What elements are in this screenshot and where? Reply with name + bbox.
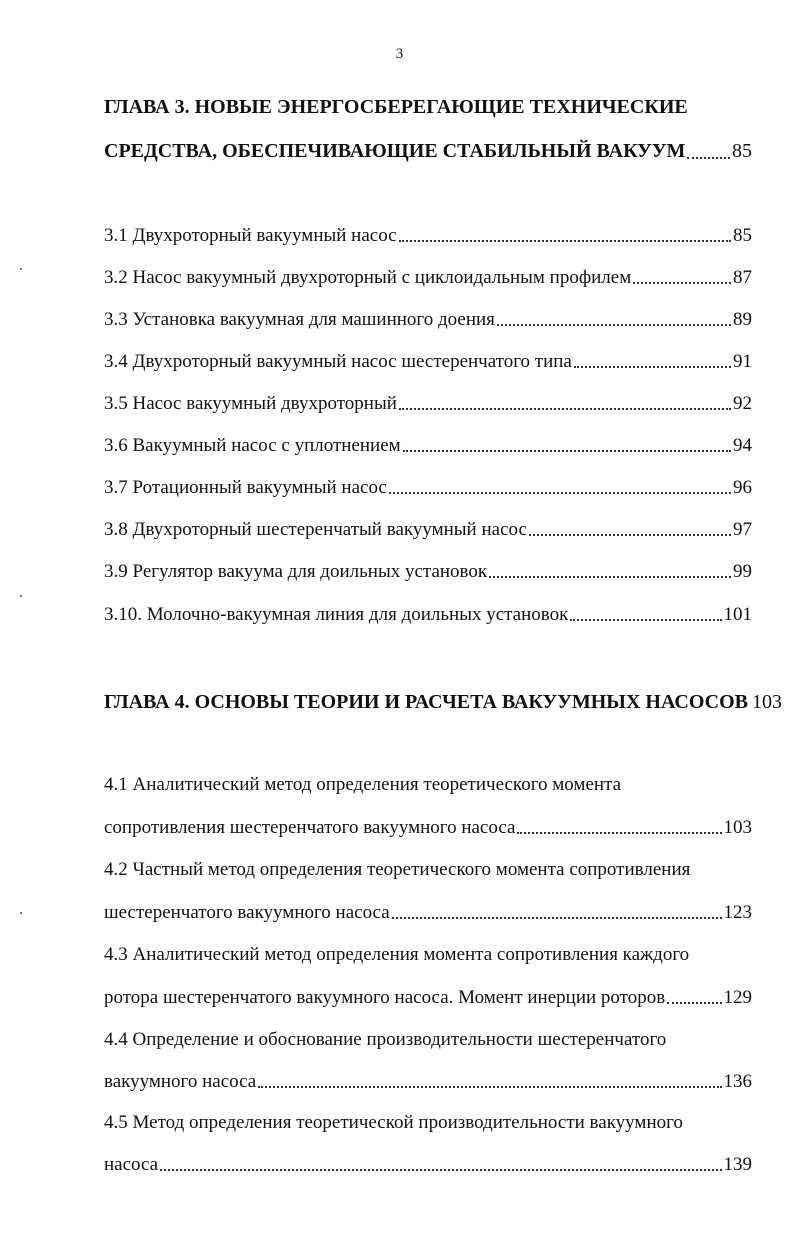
toc-entry-3-10 [104, 600, 752, 630]
leader-dots [389, 491, 731, 494]
toc-entry-3-8 [104, 515, 752, 545]
scan-speck [20, 912, 22, 914]
toc-entry-page: 129 [723, 987, 752, 1008]
leader-dots [160, 1168, 721, 1171]
toc-entry-4-2-line-1: 4.2 Частный метод определения теоретического момента сопротивления [104, 859, 691, 880]
toc-entry-4-3-line-1: 4.3 Аналитический метод определения момента сопротивления каждого [104, 944, 690, 965]
leader-dots [633, 281, 731, 284]
toc-entry-title: вакуумного насоса [104, 1071, 257, 1092]
toc-entry-title: насоса [104, 1154, 159, 1175]
toc-entry-title: шестеренчатого вакуумного насоса [104, 902, 390, 923]
toc-entry-page: 123 [723, 902, 752, 923]
toc-entry-title: 3.9 Регулятор вакуума для доильных установок [104, 561, 488, 582]
toc-entry-3-3 [104, 305, 752, 335]
toc-entry-page: 92 [733, 393, 752, 414]
toc-entry-page: 139 [723, 1154, 752, 1175]
scan-speck [20, 268, 22, 270]
chapter-3-title-line-2 [104, 134, 752, 168]
chapter-3-page: 85 [732, 140, 752, 162]
toc-entry-page: 103 [723, 817, 752, 838]
leader-dots [687, 156, 730, 159]
leader-dots [529, 533, 731, 536]
leader-dots [497, 323, 731, 326]
toc-entry-page: 97 [733, 519, 752, 540]
chapter-3-title-text: СРЕДСТВА, ОБЕСПЕЧИВАЮЩИЕ СТАБИЛЬНЫЙ ВАКУУМ [104, 140, 686, 162]
toc-entry-page: 91 [733, 351, 752, 372]
toc-entry-page: 87 [733, 267, 752, 288]
leader-dots [399, 407, 731, 410]
toc-entry-3-9 [104, 557, 752, 587]
page-number: 3 [395, 46, 404, 62]
toc-entry-title: 3.6 Вакуумный насос с уплотнением [104, 435, 401, 456]
leader-dots [489, 575, 731, 578]
toc-entry-4-2-line-2 [104, 898, 752, 928]
leader-dots [399, 239, 731, 242]
toc-entry-3-2 [104, 263, 752, 293]
toc-entry-title: 3.1 Двухроторный вакуумный насос [104, 225, 397, 246]
chapter-4-page: 103 [751, 691, 782, 713]
toc-entry-4-4-line-1: 4.4 Определение и обоснование производительности шестеренчатого [104, 1029, 667, 1050]
toc-entry-page: 85 [733, 225, 752, 246]
toc-entry-title: 3.5 Насос вакуумный двухроторный [104, 393, 397, 414]
leader-dots [667, 1001, 721, 1004]
toc-entry-page: 99 [733, 561, 752, 582]
toc-entry-4-5-line-1: 4.5 Метод определения теоретической производительности вакуумного [104, 1112, 683, 1133]
toc-entry-title: 3.10. Молочно-вакуумная линия для доильных установок [104, 604, 569, 625]
toc-entry-page: 101 [723, 604, 752, 625]
leader-dots [517, 831, 721, 834]
scan-speck [20, 595, 22, 597]
leader-dots [403, 449, 731, 452]
toc-entry-title: 3.7 Ротационный вакуумный насос [104, 477, 387, 498]
toc-entry-title: сопротивления шестеренчатого вакуумного насоса [104, 817, 516, 838]
toc-entry-3-6 [104, 431, 752, 461]
toc-entry-page: 136 [723, 1071, 752, 1092]
toc-entry-title: ротора шестеренчатого вакуумного насоса. Момент инерции роторов [104, 987, 666, 1008]
chapter-4-title-text: ГЛАВА 4. ОСНОВЫ ТЕОРИИ И РАСЧЕТА ВАКУУМНЫХ НАСОСОВ [104, 691, 748, 713]
toc-entry-4-1-line-2 [104, 813, 752, 843]
toc-entry-title: 3.3 Установка вакуумная для машинного доения [104, 309, 495, 330]
chapter-3-title-line-1: ГЛАВА 3. НОВЫЕ ЭНЕРГОСБЕРЕГАЮЩИЕ ТЕХНИЧЕСКИЕ [104, 96, 688, 118]
toc-entry-page: 96 [733, 477, 752, 498]
toc-entry-3-1 [104, 221, 752, 251]
toc-entry-4-3-line-2 [104, 983, 752, 1013]
toc-entry-page: 89 [733, 309, 752, 330]
leader-dots [258, 1085, 721, 1088]
toc-entry-3-4 [104, 347, 752, 377]
toc-entry-title: 3.4 Двухроторный вакуумный насос шестеренчатого типа [104, 351, 572, 372]
toc-entry-title: 3.8 Двухроторный шестеренчатый вакуумный насос [104, 519, 527, 540]
leader-dots [574, 365, 731, 368]
toc-entry-3-7 [104, 473, 752, 503]
toc-entry-page: 94 [733, 435, 752, 456]
chapter-4-title [104, 685, 782, 719]
toc-entry-4-5-line-2 [104, 1150, 752, 1180]
leader-dots [570, 618, 721, 621]
toc-entry-4-1-line-1: 4.1 Аналитический метод определения теоретического момента [104, 774, 622, 795]
leader-dots [392, 916, 722, 919]
toc-entry-3-5 [104, 389, 752, 419]
toc-entry-title: 3.2 Насос вакуумный двухроторный с циклоидальным профилем [104, 267, 632, 288]
toc-entry-4-4-line-2 [104, 1067, 752, 1097]
